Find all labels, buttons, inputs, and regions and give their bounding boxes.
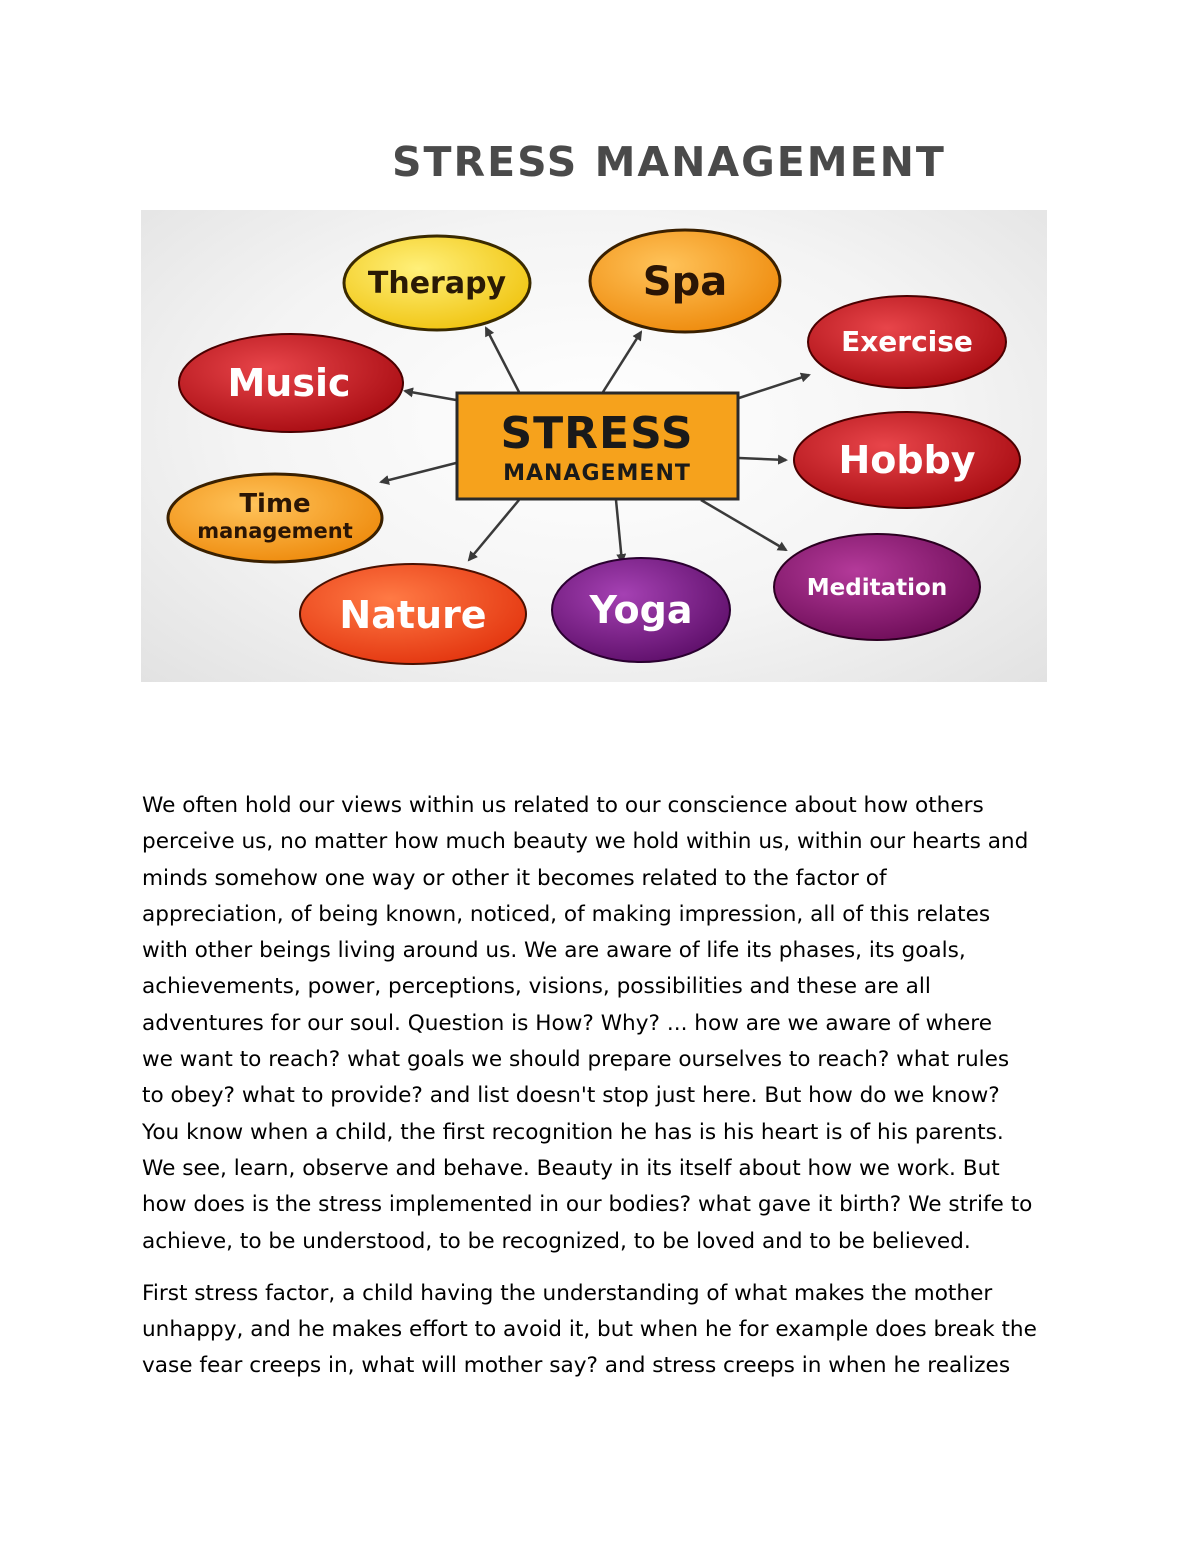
node-nature bbox=[300, 564, 526, 664]
text-line: adventures for our soul. Question is How? Why? ... how are we aware of where bbox=[142, 1010, 993, 1036]
text-line: vase fear creeps in, what will mother say? and stress creeps in when he realizes bbox=[142, 1353, 1011, 1379]
arrow-to-meditation bbox=[701, 500, 786, 550]
page-title: STRESS MANAGEMENT bbox=[392, 138, 946, 186]
arrow-to-time-management bbox=[381, 463, 456, 482]
center-title: STRESS bbox=[500, 408, 694, 459]
arrow-to-yoga bbox=[616, 500, 622, 562]
text-line: First stress factor, a child having the understanding of what makes the mother bbox=[142, 1280, 993, 1306]
node-time-management bbox=[168, 474, 382, 562]
text-line: You know when a child, the first recognition he has is his heart is of his parents. bbox=[142, 1119, 1004, 1145]
text-line: perceive us, no matter how much beauty we hold within us, within our hearts and bbox=[142, 829, 1029, 855]
arrow-to-nature bbox=[469, 500, 519, 560]
text-line: We often hold our views within us related to our conscience about how others bbox=[142, 793, 984, 818]
node-hobby bbox=[794, 412, 1020, 508]
arrow-to-therapy bbox=[486, 328, 519, 392]
arrow-to-exercise bbox=[739, 375, 809, 398]
node-therapy-label: Therapy bbox=[367, 266, 507, 301]
text-line: achievements, power, perceptions, visions, possibilities and these are all bbox=[142, 974, 931, 1000]
text-line: to obey? what to provide? and list doesn't stop just here. But how do we know? bbox=[142, 1083, 1000, 1109]
text-line: with other beings living around us. We are aware of life its phases, its goals, bbox=[142, 938, 966, 964]
paragraph-1 bbox=[142, 788, 1072, 1260]
node-music bbox=[179, 334, 403, 432]
node-yoga bbox=[552, 558, 730, 662]
text-line: appreciation, of being known, noticed, of making impression, all of this relates bbox=[142, 901, 991, 927]
node-therapy bbox=[344, 236, 530, 330]
node-meditation-label: Meditation bbox=[806, 575, 948, 601]
center-node bbox=[457, 393, 738, 499]
node-time-label: Time bbox=[239, 489, 311, 519]
arrow-to-music bbox=[405, 391, 456, 400]
node-spa bbox=[590, 230, 780, 332]
article-body bbox=[142, 788, 1072, 1401]
text-line: achieve, to be understood, to be recognized, to be loved and to be believed. bbox=[142, 1228, 971, 1254]
node-exercise bbox=[808, 296, 1006, 388]
node-meditation bbox=[774, 534, 980, 640]
node-music-label: Music bbox=[227, 361, 351, 405]
arrow-to-hobby bbox=[739, 458, 786, 460]
text-line: we want to reach? what goals we should prepare ourselves to reach? what rules bbox=[142, 1047, 1010, 1073]
text-line: We see, learn, observe and behave. Beauty in its itself about how we work. But bbox=[142, 1155, 1000, 1181]
center-subtitle: MANAGEMENT bbox=[503, 461, 691, 486]
stress-management-diagram bbox=[141, 210, 1047, 682]
node-spa-label: Spa bbox=[642, 259, 728, 305]
paragraph-2 bbox=[142, 1276, 1072, 1385]
node-management-label: management bbox=[197, 519, 353, 543]
node-nature-label: Nature bbox=[339, 593, 487, 637]
node-hobby-label: Hobby bbox=[838, 438, 976, 482]
arrow-to-spa bbox=[603, 332, 641, 392]
text-line: how does is the stress implemented in our bodies? what gave it birth? We strife to bbox=[142, 1192, 1033, 1218]
node-yoga-label: Yoga bbox=[589, 588, 693, 632]
text-line: minds somehow one way or other it becomes related to the factor of bbox=[142, 865, 887, 891]
text-line: unhappy, and he makes effort to avoid it, but when he for example does break the bbox=[142, 1317, 1037, 1343]
node-exercise-label: Exercise bbox=[841, 325, 973, 358]
